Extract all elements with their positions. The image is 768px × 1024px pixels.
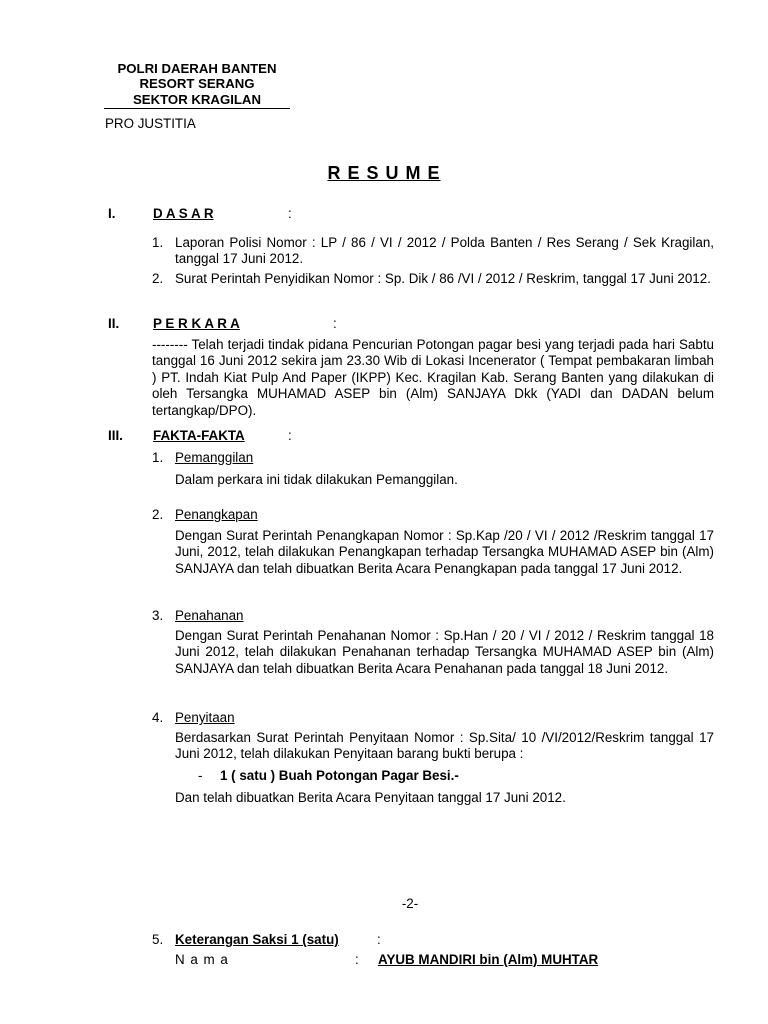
section-dasar-number: I.: [108, 206, 116, 221]
page-number: -2-: [401, 896, 419, 911]
fakta-item-1-text: Dalam perkara ini tidak dilakukan Pemanggilan.: [175, 472, 458, 487]
fakta-item-2-heading: Penangkapan: [175, 507, 258, 522]
nama-value: AYUB MANDIRI bin (Alm) MUHTAR: [378, 952, 599, 967]
dasar-item-1-number: 1.: [152, 235, 164, 250]
section-perkara-title: P E R K A R A: [153, 316, 240, 331]
dasar-item-2-text: Surat Perintah Penyidikan Nomor : Sp. Dik / 86 /VI / 2012 / Reskrim, tanggal 17 Juni 2012.: [175, 271, 711, 286]
saksi-number: 5.: [152, 932, 164, 947]
nama-colon: :: [355, 952, 359, 967]
dasar-item-1-text: Laporan Polisi Nomor : LP / 86 / VI / 2012 / Polda Banten / Res Serang / Sek Kragilan, tanggal 17 Juni 2012.: [175, 235, 714, 267]
fakta-item-4-heading: Penyitaan: [175, 710, 235, 725]
nama-label: N a m a: [175, 952, 229, 967]
fakta-item-4-text: Berdasarkan Surat Perintah Penyitaan Nomor : Sp.Sita/ 10 /VI/2012/Reskrim tanggal 17 Juni 2012, telah dilakukan Penyitaan barang bukti berupa :: [175, 730, 714, 762]
fakta-item-1-number: 1.: [152, 450, 164, 465]
agency-line-3: SEKTOR KRAGILAN: [133, 91, 261, 107]
evidence-item: 1 ( satu ) Buah Potongan Pagar Besi.-: [220, 768, 459, 783]
saksi-heading: Keterangan Saksi 1 (satu): [175, 932, 339, 947]
fakta-item-3-heading: Penahanan: [175, 608, 244, 623]
fakta-item-1-heading: Pemanggilan: [175, 450, 254, 465]
section-perkara-number: II.: [108, 316, 120, 331]
document-title: R E S U M E: [327, 163, 441, 183]
fakta-item-2-number: 2.: [152, 507, 164, 522]
pro-justitia: PRO JUSTITIA: [105, 116, 196, 131]
header-underline: [104, 108, 290, 109]
agency-line-1: POLRI DAERAH BANTEN: [117, 61, 277, 76]
agency-header: [104, 61, 290, 107]
section-fakta-title: FAKTA-FAKTA: [153, 428, 245, 443]
fakta-item-4-number: 4.: [152, 710, 164, 725]
fakta-item-2-text: Dengan Surat Perintah Penangkapan Nomor : Sp.Kap /20 / VI / 2012 /Reskrim tanggal 17 Juni, 2012, telah dilakukan Penangkapan terhadap Tersangka MUHAMAD ASEP bin (Alm) SANJAYA dan telah dibuatkan Berita Acara Penangkapan pada tanggal 17 Juni 2012.: [175, 528, 714, 576]
section-fakta-colon: :: [288, 428, 292, 443]
evidence-bullet-dash: -: [198, 768, 203, 783]
fakta-item-3-text: Dengan Surat Perintah Penahanan Nomor : Sp.Han / 20 / VI / 2012 / Reskrim tanggal 18 Juni 2012, telah dilakukan Penahanan terhadap Tersangka MUHAMAD ASEP bin (Alm) SANJAYA dan telah dibuatkan Berita Acara Penahanan pada tanggal 18 Juni 2012.: [175, 628, 714, 676]
perkara-text: -------- Telah terjadi tindak pidana Pencurian Potongan pagar besi yang terjadi pada hari Sabtu tanggal 16 Juni 2012 sekira jam 23.30 Wib di Lokasi Incenerator ( Tempat pembakaran limbah ) PT. Indah Kiat Pulp And Paper (IKPP) Kec. Kragilan Kab. Serang Banten yang dilakukan di oleh Tersangka MUHAMAD ASEP bin (Alm) SANJAYA Dkk (YADI dan DADAN belum tertangkap/DPO).: [152, 337, 714, 418]
fakta-item-3-number: 3.: [152, 608, 164, 623]
dasar-item-2-number: 2.: [152, 271, 164, 286]
section-perkara-colon: :: [333, 316, 337, 331]
fakta-item-4-after: Dan telah dibuatkan Berita Acara Penyitaan tanggal 17 Juni 2012.: [175, 790, 566, 805]
saksi-colon: :: [377, 932, 381, 947]
section-dasar-title: D A S A R: [153, 206, 214, 221]
section-dasar-colon: :: [288, 206, 292, 221]
agency-line-2: RESORT SERANG: [139, 76, 255, 92]
section-fakta-number: III.: [108, 428, 123, 443]
